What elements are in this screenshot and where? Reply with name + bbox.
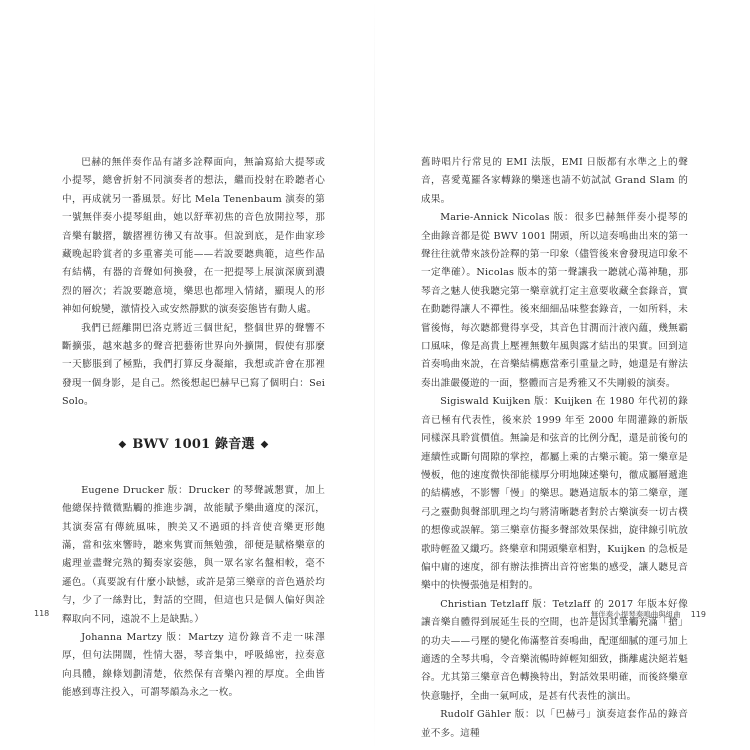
paragraph: Marie-Annick Nicolas 版：很多巴赫無伴奏小提琴的全曲錄音都是從 BWV 1001 開頭，所以這奏鳴曲出來的第一聲往往就帶來該份詮釋的第一印象（儘管後來會發現這印象不一定準確）。Nicolas 版本的第一聲讓我一聽就心蕩神馳，那琴音之魅人使我聽完第一樂章就打定主意要收藏全套錄音，實在動聽得讓人不禪性。後來細細品味整套錄音，一如所料，未嘗後悔，每次聽都覺得享受，其音色甘潤而汁液內蘊，幾無霸口風味，像是高貴上壓裡無數年風與露才結出的果實。回到這首奏鳴曲來說，在音樂結構應當牽引重量之時，她還是有辦法奏出誰嚴優遊的一面，整體而言是秀雅又不失剛毅的演奏。 [421,212,688,389]
page-number: 119 [690,610,706,619]
paragraph: Sigiswald Kuijken 版：Kuijken 在 1980 年代初的錄音已極有代表性，後來於 1999 年至 2000 年間灌錄的新版同樣深具聆賞價值。無論是和弦音的比例分配，還是前後句的連續性或斷句間隙的掌控，都屬上乘的古樂示範。第一樂章是慢板，他的速度微快卻能樣厚分明地陳述樂句，徹成屬層遞進的結構感，不影響「慢」的樂思。聽過這版本的第二樂章，運弓之靈動與聲部肌理之均勻將清晰聽者對於古樂演奏一切古樸的想像或誤解。第三樂章仿擬多聲部效果保拙，旋律線引吭放歌時輕盈又纖巧。終樂章和開頭樂章相對，Kuijken 的急板是偏中庸的速度，卻有辦法推擠出音符密集的感受，讓人聽見音樂中的快慢張弛是相對的。 [421,396,688,592]
section-heading-block [62,418,325,474]
right-text-column [421,154,688,743]
diamond-ornament-icon: ◆ [118,439,127,451]
paragraph: 我們已經離開巴洛克將近三個世紀，整個世界的聲響不斷擴張，越來越多的聲音把藝術世界向外擴開，假使有那麼一天膨脹到了極點，我們打算反身凝縮，我想或許會在那裡發現一個身影，是自己。然後想起巴赫早已寫了個明白：Sei Solo。 [62,322,325,408]
paragraph: Christian Tetzlaff 版：Tetzlaff 的 2017 年版本好像讓音樂自體得到展延生長的空間，也許是因其筆觸充滿「搶」的功夫——弓壓的變化佈滿整首奏鳴曲，配運細膩的運弓加上適透的全琴共鳴，令音樂流暢時綽輕知細致，撕離處決絕若魁谷。尤其第三樂章音色轉換特出，對話效果明確，而後終樂章快意馳抒，全曲一氣呵成，是甚有代表性的演出。 [421,598,688,702]
running-title: 無伴奏小提琴奏鳴曲與組曲 [590,610,681,619]
page-footer [591,609,706,620]
paragraph: 巴赫的無伴奏作品有諸多詮釋面向，無論寫給大提琴或小提琴，總會折射不同演奏者的想法，繼而投射在聆聽者心中，再成就另一番風景。好比 Mela Tenenbaum 演奏的第一號無伴奏小提琴組曲，她以舒華初焦的音色放開拉琴，那音樂有皺摺，皺摺裡彷彿又有故事。但說到底，是作曲家珍藏晚起聆賞者的多重審美可能——若說要聽典範，這些作品有結構，有器的音聲如何換發，在一把提琴上展演深廣到濃烈的層次；若說要聽意境，樂思也都埋入情緒，顯現人的形神如何蛻變，激情投入或安然靜默的演奏姿態皆有動人處。 [62,157,325,316]
paragraph: Rudolf Gähler 版：以「巴赫弓」演奏這套作品的錄音並不多。這種 [421,709,688,739]
left-text-column [62,154,325,703]
paragraph: Johanna Martzy 版：Martzy 這份錄音不走一味澤厚，但句法開闊，性情大器，琴音集中，呼吸綿密，拉奏意向具體，線條划劃清楚，依然保有音樂內裡的厚度。全曲皆能感到專注投入，可謂琴韻為永之一枚。 [62,631,325,699]
paragraph: Eugene Drucker 版：Drucker 的琴聲誠懇實，加上他總保持微微點觸的推進步調，故能賦予樂曲適度的深沉，其演奏富有傳統風味，腴美又不過頭的抖音使音樂更形飽滿，當和弦來響時，聽來隽實而無勉強，卻便是賦格樂章的處理並盡聲完熟的獨奏家姿態，與一眾名家名盤相較，毫不遜色。（真要說有什麼小缺憾，或許是第三樂章的音色過於均勻，少了一絲對比，對話的空間，但這也只是個人偏好與詮釋取向不同，遠說不上是缺點。） [62,484,325,625]
paragraph: 舊時唱片行常見的 EMI 法版，EMI 日版都有水準之上的聲音，喜愛蒐羅各家轉錄的樂迷也請不妨試試 Grand Slam 的成果。 [421,157,688,205]
diamond-ornament-icon: ◆ [260,439,269,451]
right-page [375,0,750,750]
page-number: 118 [34,609,50,618]
section-heading [118,436,268,454]
section-heading-text: BWV 1001 錄音選 [132,437,255,453]
